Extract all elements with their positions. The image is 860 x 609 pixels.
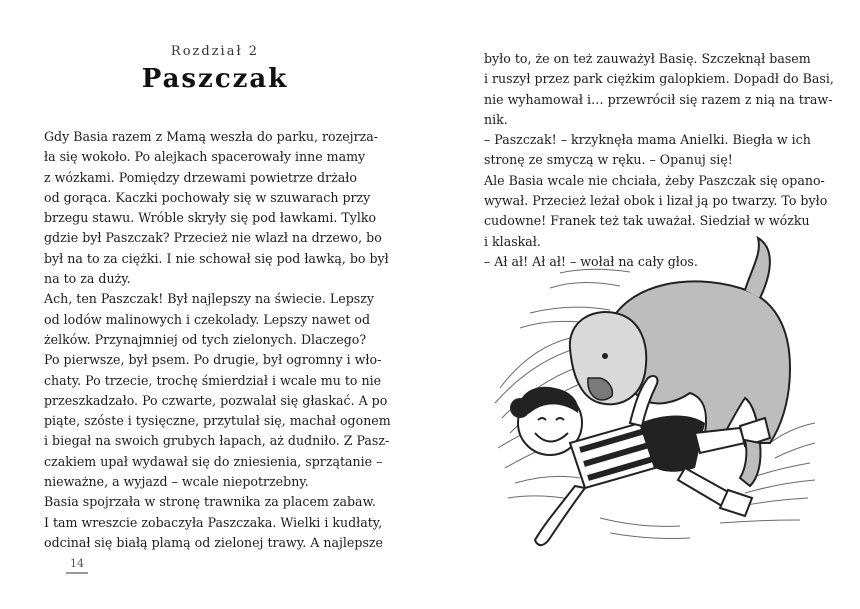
text-line: nieważne, a wyjazd – wcale niepotrzebny. <box>44 474 309 490</box>
text-line: Basia spojrzała w stronę trawnika za placem zabaw. <box>44 494 376 510</box>
text-line: i biegał na swoich grubych łapach, aż dudniło. Z Pasz- <box>44 433 390 449</box>
text-line: – Paszczak! – krzyknęła mama Anielki. Biegła w ich <box>484 132 811 148</box>
text-line: wywał. Przecież leżał obok i lizał ją po twarzy. To było <box>484 193 828 209</box>
text-line: odcinał się białą plamą od zielonej trawy. A najlepsze <box>44 534 383 550</box>
text-line: nie wyhamował i… przewrócił się razem z nią na traw- <box>484 91 833 107</box>
text-line: – Ał ał! Ał ał! – wołał na cały głos. <box>484 253 698 269</box>
text-line: przeszkadzało. Po czwarte, pozwalał się głaskać. A po <box>44 392 388 408</box>
page-number: 14 <box>66 557 88 574</box>
girl-arm-left <box>535 486 585 545</box>
text-line: Ale Basia wcale nie chciała, żeby Paszczak się opano- <box>484 172 825 188</box>
text-line: czakiem upał wydawał się do zniesienia, sprzątanie – <box>44 453 383 469</box>
text-line: stronę ze smyczą w ręku. – Opanuj się! <box>484 152 733 168</box>
text-line: i klaskał. <box>484 233 541 249</box>
dog-leg <box>740 440 761 486</box>
text-line: żelków. Przynajmniej od tych zielonych. Dlaczego? <box>44 331 367 347</box>
text-line: piąte, szóste i tysięczne, przytulał się, machał ogonem <box>44 413 391 429</box>
girl-leg-left <box>695 428 745 453</box>
text-line: Gdy Basia razem z Mamą weszła do parku, rozejrza- <box>44 129 378 144</box>
girl-leg-right <box>678 468 730 506</box>
text-line: na to za duży. <box>44 271 131 287</box>
text-line: ła się wokoło. Po alejkach spacerowały inne mamy <box>44 149 366 165</box>
text-line: z wózkami. Pomiędzy drzewami powietrze drżało <box>44 169 357 185</box>
text-line: i ruszył przez park ciężkim galopkiem. Dopadł do Basi, <box>484 71 834 87</box>
text-line: był na to za ciężki. I nie schował się pod ławką, bo był <box>44 250 389 266</box>
chapter-label: Rozdział 2 <box>170 44 260 59</box>
text-line: Po pierwsze, był psem. Po drugie, był ogromny i wło- <box>44 352 382 368</box>
right-page <box>430 0 860 609</box>
text-line: nik. <box>484 111 508 127</box>
chapter-title: Paszczak <box>141 64 289 94</box>
text-line: było to, że on też zauważył Basię. Szczeknął basem <box>484 51 811 66</box>
illustration-girl-and-dog <box>490 228 820 563</box>
text-line: brzegu stawu. Wróble skryły się pod ławkami. Tylko <box>44 210 377 226</box>
text-line: gdzie był Paszczak? Przecież nie wlazł na drzewo, bo <box>44 230 382 246</box>
text-line: I tam wreszcie zobaczyła Paszczaka. Wielki i kudłaty, <box>44 514 383 530</box>
text-line: chaty. Po trzecie, trochę śmierdział i wcale mu to nie <box>44 372 382 388</box>
girl-hair-bun <box>510 398 530 418</box>
text-line: od lodów malinowych i czekolady. Lepszy nawet od <box>44 311 371 327</box>
left-body-text <box>44 127 391 553</box>
girl-shirt <box>570 423 655 488</box>
text-line: od gorąca. Kaczki pochowały się w szuwarach przy <box>44 189 371 205</box>
dog-tail <box>745 238 770 298</box>
dog-eye <box>602 353 608 359</box>
text-line: Ach, ten Paszczak! Był najlepszy na świecie. Lepszy <box>44 291 375 307</box>
text-line: cudowne! Franek też tak uważał. Siedział w wózku <box>484 213 810 229</box>
